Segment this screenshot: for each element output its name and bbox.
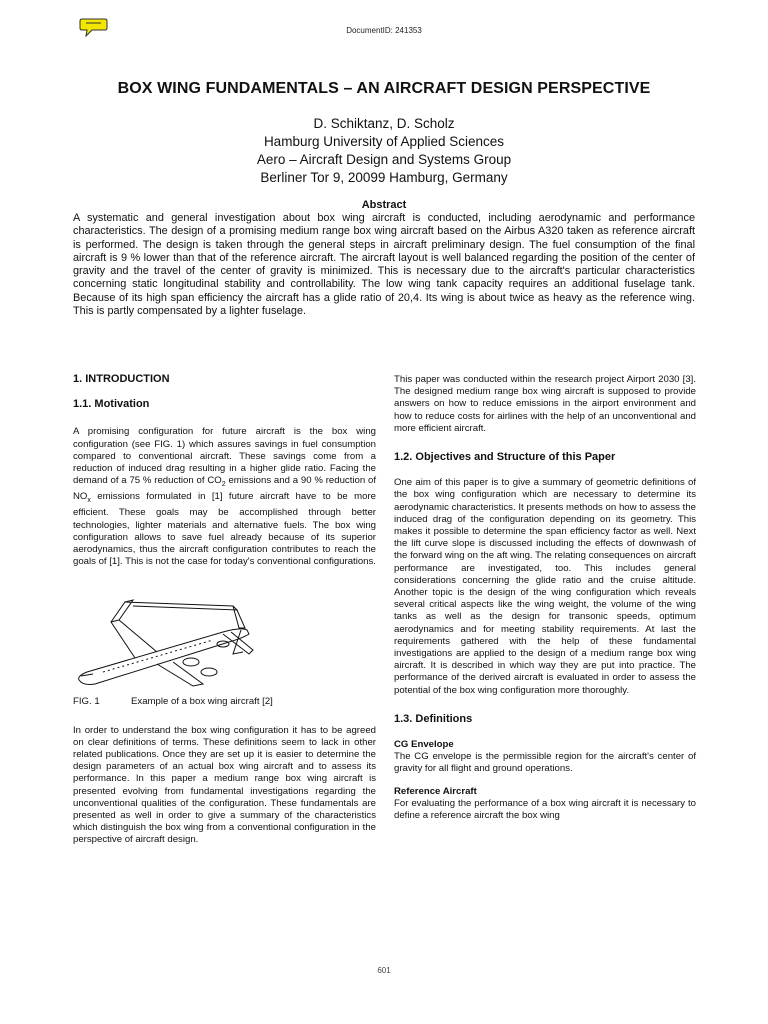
box-wing-aircraft-drawing-icon [73,584,273,692]
author-names: D. Schiktanz, D. Scholz [313,116,455,131]
abstract-text: A systematic and general investigation about box wing aircraft is conducted, including aerodynamic and performance characteristics. The design of a promising medium range box wing aircraft based on the Airbus A320 taken as reference aircraft is performed. The design is taken through the general steps in aircraft preliminary design. The fuel consumption of the final aircraft is 9 % lower than that of the reference aircraft. The aircraft layout is well balanced regarding the position of the center of gravity and the travel of the center of gravity is minimized. This is necessary due to the aircraft's particular characteristics concerning static longitudinal stability and controllability. The low wing tank capacity requires an additional fuselage tank. Because of its high span efficiency the aircraft has a glide ratio of 20,4. Its wing is about twice as heavy as the reference wing. This is partly compensated by a lighter fuselage. [73,212,695,318]
author-affiliation: Hamburg University of Applied Sciences [263,134,505,149]
author-address: Berliner Tor 9, 20099 Hamburg, Germany [260,170,508,185]
section-1-1-heading: 1.1. Motivation [73,398,150,411]
right-column [394,374,696,822]
figure-1-caption [73,696,376,708]
cg-envelope-text: The CG envelope is the permissible region for the aircraft's center of gravity for all flight and ground operations. [394,751,696,775]
author-block [0,115,768,187]
intro-paragraph: This paper was conducted within the research project Airport 2030 [3]. The designed medium range box wing aircraft is supposed to provide answers on how to reduce emissions in the airport environment and how to reduce costs for airlines with the help of an unconventional and more efficient aircraft. [394,374,696,434]
page-number: 601 [377,966,391,975]
motivation-paragraph-2: In order to understand the box wing configuration it has to be agreed on clear definitions of terms. These definitions seem to lack in other related publications. Once they are set up it is easier to determine the design parameters of an actual box wing aircraft and to assess its performance. In this paper a medium range box wing aircraft is presented evolving from fundamental investigations regarding the unconventional qualities of the configuration. These fundamentals are presented as well in order to give a summary of the characteristics which distinguish the box wing from a conventional configuration in the perspective of aircraft design. [73,724,376,846]
section-1-heading: 1. INTRODUCTION [73,373,170,385]
cg-envelope-heading: CG Envelope [394,739,454,751]
section-1-2-heading: 1.2. Objectives and Structure of this Paper [394,451,616,464]
figure-1-number: FIG. 1 [73,696,100,708]
reference-aircraft-heading: Reference Aircraft [394,785,477,797]
objectives-paragraph: One aim of this paper is to give a summary of geometric definitions of the box wing configuration which are necessary to determine its aerodynamic characteristics. It presents methods on how to assess the induced drag of the configuration depending on its geometry. This makes it possible to determine the span efficiency factor as well. Next the lift curve slope is discussed including the effects of downwash of the forward wing on the aft wing. The relating consequences on aircraft performance are investigated, too. This includes general considerations concerning the glide ratio and the cruise altitude. Another topic is the design of the wing configuration which reveals several critical aspects like the wing weight, the volume of the wing tanks as well as the design for transonic speeds, optimum aerodynamics and for meeting stability requirements. At last the requirements gathered with the help of these fundamental investigations are applied to the design of a medium range box wing aircraft. It is described in which way they are put into practice. The performance of the derived aircraft is evaluated in order to assess the potential of the box wing configuration more thoroughly. [394,477,696,696]
reference-aircraft-text: For evaluating the performance of a box wing aircraft it is necessary to define a reference aircraft the box wing [394,797,696,822]
abstract-heading: Abstract [361,199,407,211]
box-wing-aircraft-figure [73,584,376,692]
paper-title: BOX WING FUNDAMENTALS – AN AIRCRAFT DESIGN PERSPECTIVE [117,80,651,97]
figure-1-caption-text: Example of a box wing aircraft [2] [131,696,273,708]
motivation-paragraph-1: A promising configuration for future aircraft is the box wing configuration (see FIG. 1) which assures savings in fuel consumption compared to conventional aircraft. These savings come from a reduction of induced drag resulting in a higher glide ratio. Facing the demand of a 75 % reduction of $CO_2$ emissions and a 90 % reduction of $NO_x$ emissions formulated in [1] future aircraft have to be more efficient. These goals may be accomplished through better technologies, lighter materials and alternative fuels. The box wing configuration allows to save fuel already because of its superior aerodynamics, thus the aircraft configuration contributes to reach the goals of [1]. This is not the case for today's conventional configurations. [73,426,376,568]
author-group: Aero – Aircraft Design and Systems Group [256,152,512,167]
left-column [73,373,376,847]
section-1-3-heading: 1.3. Definitions [394,712,473,725]
document-id: DocumentID: 241353 [346,26,422,35]
